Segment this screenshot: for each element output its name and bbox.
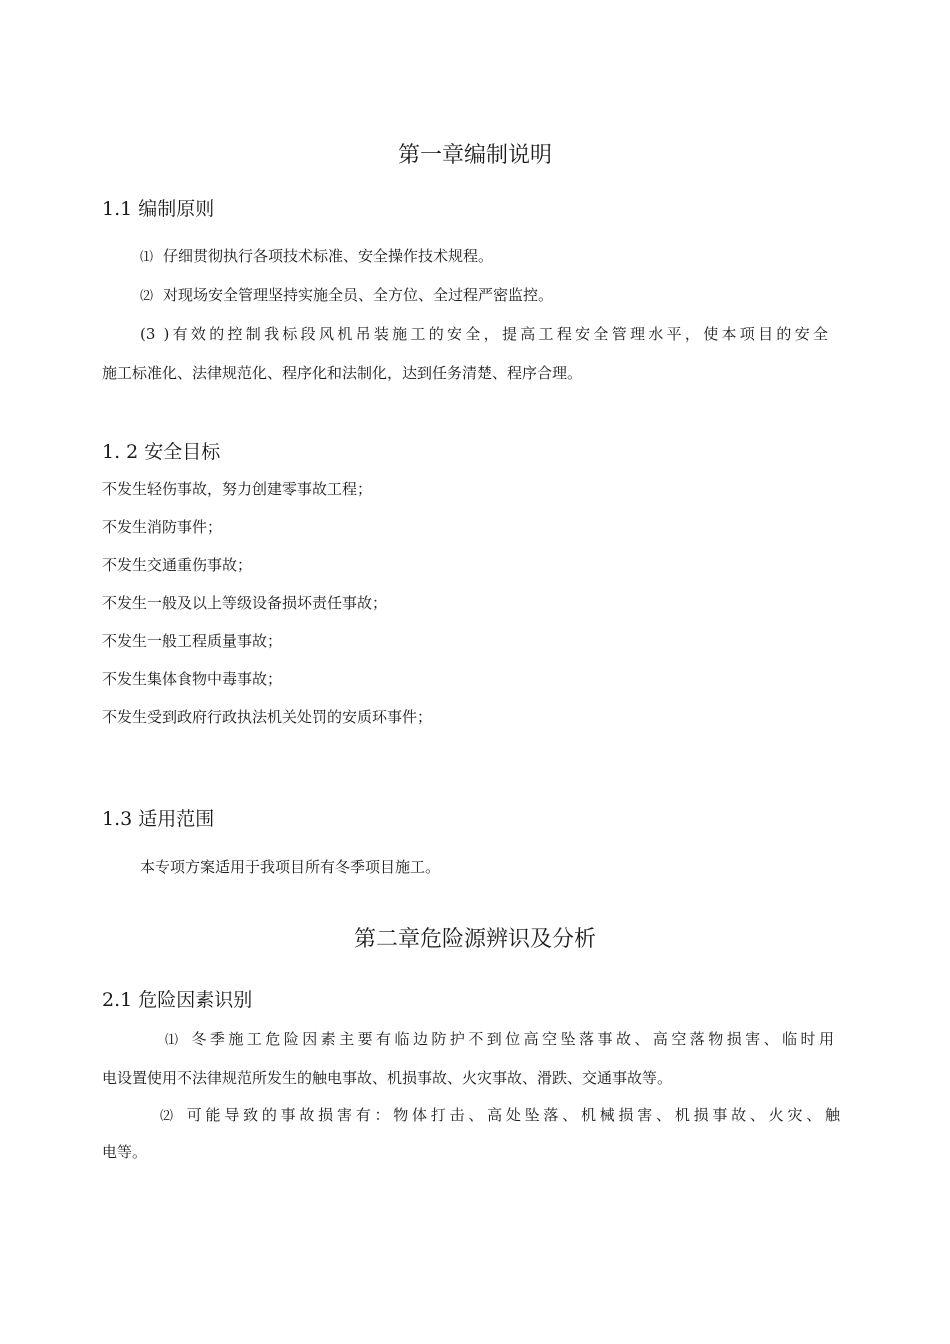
chapter-1-title: 第一章编制说明: [397, 143, 552, 168]
section-2-1-title: 2.1 危险因素识别: [102, 989, 253, 1011]
principle-item-1-text: 仔细贯彻执行各项技术标准、安全操作技术规程。: [163, 247, 494, 265]
section-1-1-title: 1.1 编制原则: [102, 198, 215, 220]
principle-item-2-number: ⑵: [140, 289, 154, 304]
safety-goal: 不发生轻伤事故，努力创建零事故工程；: [102, 480, 373, 498]
hazard-item-1-line-1: [165, 1028, 834, 1052]
safety-goal: 不发生一般工程质量事故；: [102, 632, 283, 650]
safety-goal: 不发生集体食物中毒事故；: [102, 670, 283, 688]
safety-goal: 不发生消防事件；: [102, 518, 223, 536]
hazard-item-2-text: 可能导致的事故损害有：物体打击、高处坠落、机械损害、机损事故、火灾、触: [183, 1106, 840, 1124]
principle-item-3-line-1: (3 )有效的控制我标段风机吊装施工的安全，提高工程安全管理水平，使本项目的安全: [140, 325, 828, 343]
hazard-item-1-number: ⑴: [165, 1033, 179, 1048]
principle-item-1: [140, 245, 493, 269]
hazard-item-1-line-2: 电设置使用不法律规范所发生的触电事故、机损事故、火灾事故、滑跌、交通事故等。: [102, 1069, 673, 1087]
hazard-item-2-line-1: [160, 1104, 840, 1128]
scope-text: 本专项方案适用于我项目所有冬季项目施工。: [140, 858, 441, 876]
hazard-item-2-number: ⑵: [160, 1109, 174, 1124]
section-1-2-title: 1. 2 安全目标: [102, 441, 221, 463]
chapter-2-title: 第二章危险源辨识及分析: [353, 927, 596, 952]
principle-item-2: [140, 284, 553, 308]
safety-goal: 不发生交通重伤事故；: [102, 556, 253, 574]
safety-goal: 不发生一般及以上等级设备损坏责任事故；: [102, 594, 388, 612]
principle-item-3-line-2: 施工标准化、法律规范化、程序化和法制化，达到任务清楚、程序合理。: [102, 364, 583, 382]
section-1-3-title: 1.3 适用范围: [102, 808, 215, 830]
hazard-item-1-text: 冬季施工危险因素主要有临边防护不到位高空坠落事故、高空落物损害、临时用: [188, 1030, 834, 1048]
hazard-item-2-line-2: 电等。: [102, 1143, 148, 1161]
principle-item-2-text: 对现场安全管理坚持实施全员、全方位、全过程严密监控。: [163, 286, 554, 304]
safety-goal: 不发生受到政府行政执法机关处罚的安质环事件；: [102, 708, 433, 726]
principle-item-1-number: ⑴: [140, 250, 154, 265]
